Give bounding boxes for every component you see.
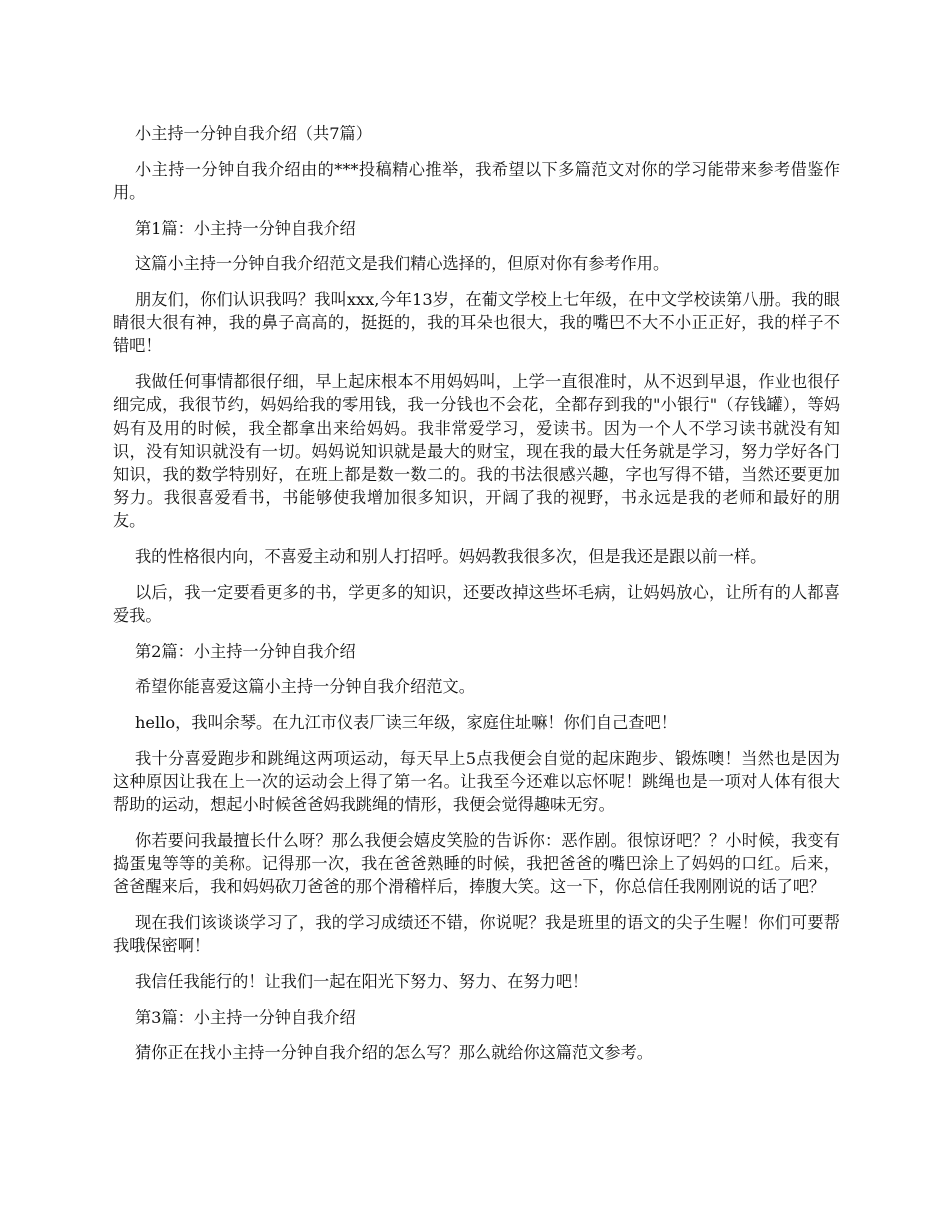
paragraph: 以后，我一定要看更多的书，学更多的知识，还要改掉这些坏毛病，让妈妈放心，让所有的人都喜爱我。	[113, 582, 840, 625]
document-page	[113, 122, 840, 1077]
paragraph: 我十分喜爱跑步和跳绳这两项运动，每天早上5点我便会自觉的起床跑步、锻炼噢！当然也是因为这种原因让我在上一次的运动会上得了第一名。让我至今还难以忘怀呢！跳绳也是一项对人体有很大帮助的运动，想起小时候爸爸妈我跳绳的情形，我便会觉得趣味无穷。	[113, 748, 840, 815]
document-title: 小主持一分钟自我介绍（共7篇）	[135, 124, 372, 143]
paragraph: 现在我们该谈谈学习了，我的学习成绩还不错，你说呢？我是班里的语文的尖子生喔！你们可要帮我哦保密啊！	[113, 912, 840, 956]
paragraph: 你若要问我最擅长什么呀？那么我便会嬉皮笑脸的告诉你：恶作剧。很惊讶吧？？小时候，我变有捣蛋鬼等等的美称。记得那一次，我在爸爸熟睡的时候，我把爸爸的嘴巴涂上了妈妈的口红。后来，爸爸醒来后，我和妈妈砍刀爸爸的那个滑稽样后，捧腹大笑。这一下，你总信任我刚刚说的话了吧？	[113, 830, 840, 897]
paragraph: 我做任何事情都很仔细，早上起床根本不用妈妈叫，上学一直很准时，从不迟到早退，作业也很仔细完成，我很节约，妈妈给我的零用钱，我一分钱也不会花，全都存到我的"小银行"（存钱罐），等妈妈有及用的时候，我全都拿出来给妈妈。我非常爱学习，爱读书。因为一个人不学习读书就没有知识，没有知识就没有一切。妈妈说知识就是最大的财宝，现在我的最大任务就是学习，努力学好各门知识，我的数学特别好，在班上都是数一数二的。我的书法很感兴趣，字也写得不错，当然还要更加努力。我很喜爱看书，书能够使我增加很多知识，开阔了我的视野，书永远是我的老师和最好的朋友。	[113, 372, 840, 531]
paragraph: hello，我叫余琴。在九江市仪表厂读三年级，家庭住址嘛！你们自己查吧！	[135, 713, 677, 733]
paragraph-intro: 小主持一分钟自我介绍由的***投稿精心推举，我希望以下多篇范文对你的学习能带来参考借鉴作用。	[113, 159, 840, 202]
section-heading-2: 第2篇：小主持一分钟自我介绍	[135, 641, 356, 661]
paragraph: 希望你能喜爱这篇小主持一分钟自我介绍范文。	[135, 677, 475, 697]
section-heading-3: 第3篇：小主持一分钟自我介绍	[135, 1007, 356, 1027]
paragraph: 这篇小主持一分钟自我介绍范文是我们精心选择的，但原对你有参考作用。	[135, 254, 670, 274]
paragraph: 我信任我能行的！让我们一起在阳光下努力、努力、在努力吧！	[135, 971, 589, 991]
section-heading-1: 第1篇：小主持一分钟自我介绍	[135, 218, 356, 238]
paragraph: 我的性格很内向，不喜爱主动和别人打招呼。妈妈教我很多次，但是我还是跟以前一样。	[135, 547, 767, 567]
paragraph: 猜你正在找小主持一分钟自我介绍的怎么写？那么就给你这篇范文参考。	[135, 1043, 653, 1063]
paragraph: 朋友们，你们认识我吗？我叫xxx,今年13岁，在葡文学校上七年级，在中文学校读第八册。我的眼睛很大很有神，我的鼻子高高的，挺挺的，我的耳朵也很大，我的嘴巴不大不小正正好，我的样子不错吧！	[113, 290, 840, 356]
